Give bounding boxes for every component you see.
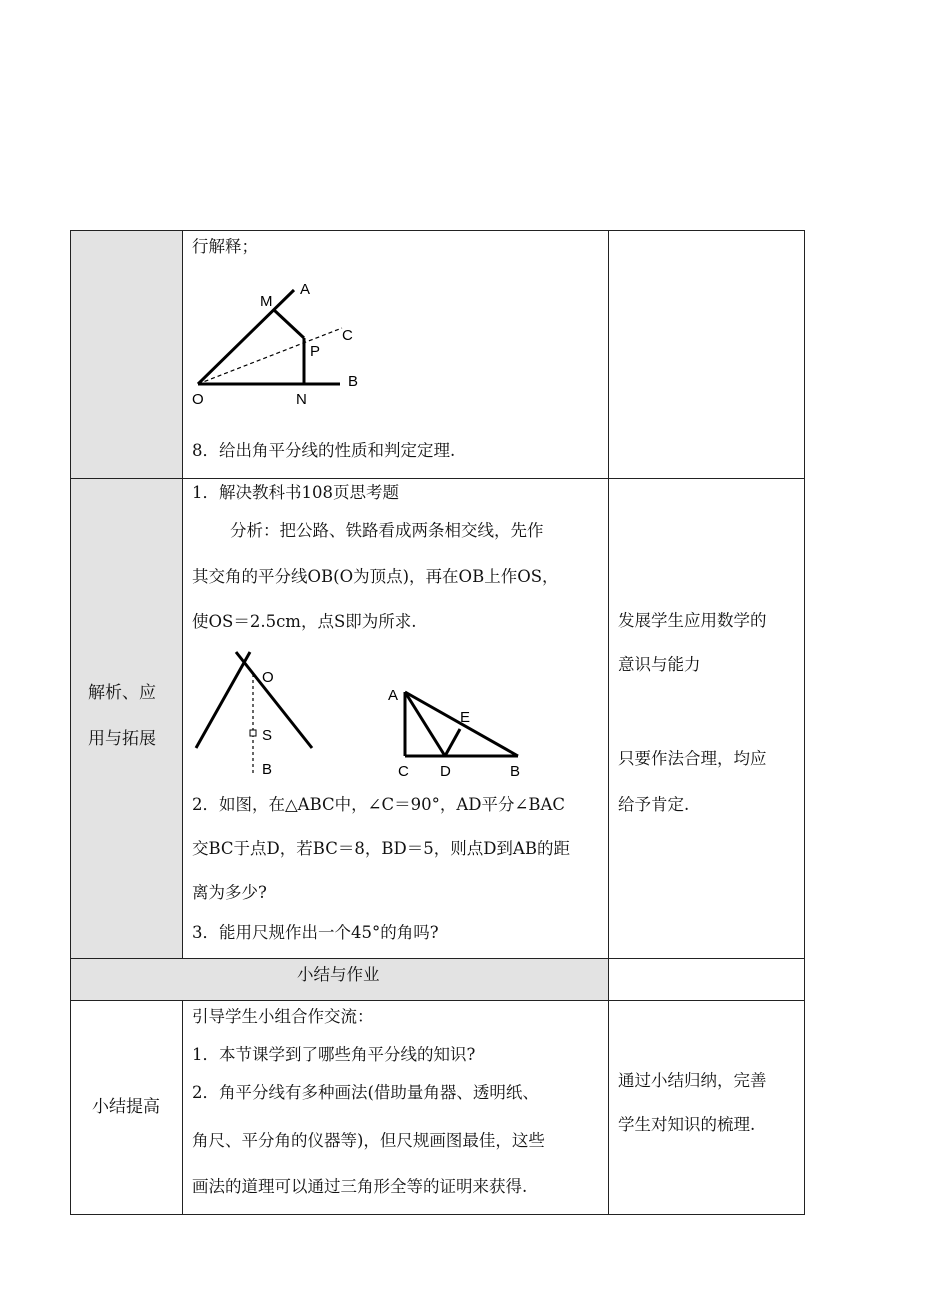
fig1-label-a: A bbox=[300, 281, 311, 298]
fig1-label-p: P bbox=[310, 343, 321, 360]
fig3-label-d: D bbox=[440, 763, 451, 780]
right-triangle-figure bbox=[388, 682, 548, 782]
angle-bisector-figure bbox=[190, 278, 390, 418]
crossing-roads-figure bbox=[192, 648, 322, 778]
fig1-label-n: N bbox=[296, 391, 307, 408]
row4-note-line1: 通过小结归纳，完善 bbox=[618, 1071, 767, 1090]
fig2-label-s: S bbox=[262, 727, 273, 744]
row2-note-line4: 给予肯定. bbox=[618, 795, 690, 814]
fig1-label-o: O bbox=[192, 391, 204, 408]
question-1: 1．解决教科书108页思考题 bbox=[192, 483, 399, 502]
summary-line4: 角尺、平分角的仪器等)，但尺规画图最佳，这些 bbox=[192, 1131, 545, 1150]
fig1-label-b: B bbox=[348, 373, 359, 390]
summary-title: 小结与作业 bbox=[297, 965, 380, 984]
summary-line1: 引导学生小组合作交流： bbox=[192, 1007, 374, 1026]
analysis-line2: 其交角的平分线OB(O为顶点)，再在OB上作OS， bbox=[192, 567, 559, 586]
question-2-line3: 离为多少? bbox=[192, 883, 267, 902]
fig1-label-c: C bbox=[342, 327, 353, 344]
row1-text-line: 行解释； bbox=[192, 237, 258, 256]
row4-label: 小结提高 bbox=[92, 1097, 160, 1117]
item-8: 8．给出角平分线的性质和判定定理. bbox=[192, 441, 456, 460]
fig2-label-b: B bbox=[262, 761, 273, 778]
analysis-line1: 分析：把公路、铁路看成两条相交线，先作 bbox=[230, 521, 544, 540]
question-3: 3．能用尺规作出一个45°的角吗? bbox=[192, 923, 439, 942]
row2-left-cell bbox=[70, 478, 182, 958]
row4-note-line2: 学生对知识的梳理. bbox=[618, 1115, 756, 1134]
row2-label-line1: 解析、应 bbox=[88, 683, 156, 703]
question-2-line1: 2．如图，在△ABC中，∠C＝90°，AD平分∠BAC bbox=[192, 795, 565, 814]
lesson-table bbox=[70, 230, 805, 1215]
fig3-label-c: C bbox=[398, 763, 409, 780]
row2-note-line2: 意识与能力 bbox=[618, 655, 701, 674]
summary-line2: 1．本节课学到了哪些角平分线的知识? bbox=[192, 1045, 476, 1064]
summary-line3: 2．角平分线有多种画法(借助量角器、透明纸、 bbox=[192, 1083, 539, 1102]
row2-label-line2: 用与拓展 bbox=[88, 729, 156, 749]
question-2-line2: 交BC于点D，若BC＝8，BD＝5，则点D到AB的距 bbox=[192, 839, 570, 858]
fig1-label-m: M bbox=[260, 293, 273, 310]
row1-left-cell bbox=[70, 230, 182, 478]
row2-note-line1: 发展学生应用数学的 bbox=[618, 611, 767, 630]
fig3-label-b: B bbox=[510, 763, 521, 780]
row2-note-line3: 只要作法合理，均应 bbox=[618, 749, 767, 768]
fig3-label-e: E bbox=[460, 709, 471, 726]
fig3-label-a: A bbox=[388, 687, 399, 704]
fig2-label-o: O bbox=[262, 669, 274, 686]
summary-line5: 画法的道理可以通过三角形全等的证明来获得. bbox=[192, 1177, 528, 1196]
analysis-line3: 使OS＝2.5cm，点S即为所求. bbox=[192, 612, 417, 631]
